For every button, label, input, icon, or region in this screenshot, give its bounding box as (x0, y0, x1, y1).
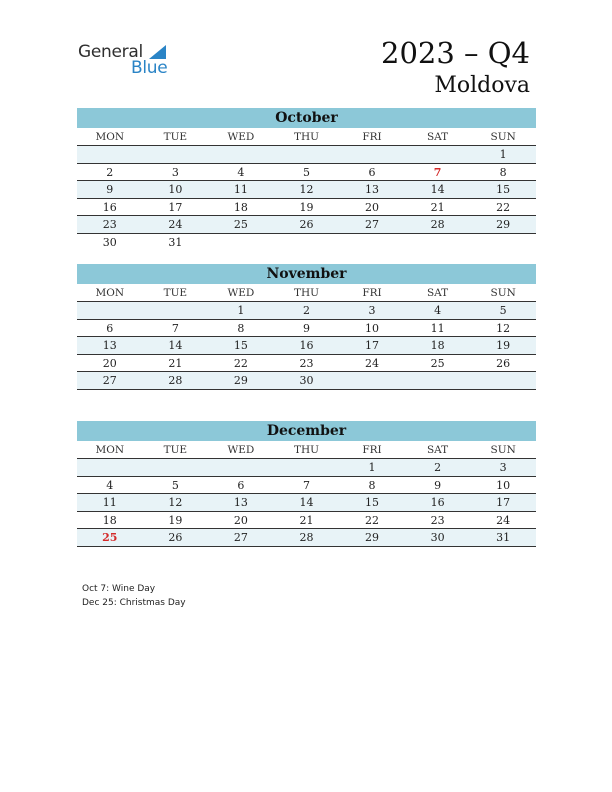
day-cell: 13 (365, 183, 380, 196)
day-cell: 23 (430, 513, 445, 527)
holiday-note: Oct 7: Wine Day (82, 584, 156, 594)
logo-triangle-icon (149, 45, 166, 59)
day-cell: 22 (365, 513, 380, 527)
day-cell: 6 (368, 165, 376, 179)
day-cell (405, 146, 471, 163)
week-row (77, 512, 536, 530)
month-header: November (77, 264, 536, 284)
day-cell: 22 (496, 200, 511, 214)
day-cell (143, 459, 209, 476)
month-header: December (77, 421, 536, 441)
week-row (77, 372, 536, 390)
day-cell: 9 (106, 183, 114, 196)
weekday-label: TUE (163, 131, 188, 143)
day-cell: 13 (102, 339, 117, 352)
week-row (77, 234, 536, 252)
day-cell: 24 (496, 513, 511, 527)
country-name: Moldova (434, 73, 530, 98)
day-cell: 21 (430, 200, 445, 214)
month-december (77, 421, 536, 547)
weekday-label: SAT (426, 287, 449, 299)
day-cell: 5 (302, 165, 310, 179)
day-cell: 16 (299, 339, 314, 352)
day-cell: 5 (499, 304, 507, 317)
day-cell: 29 (233, 374, 248, 387)
week-row (77, 355, 536, 373)
day-cell (339, 234, 405, 252)
day-cell: 19 (168, 513, 183, 527)
day-cell (208, 459, 274, 476)
day-cell (77, 459, 143, 476)
logo-word-blue: Blue (131, 58, 168, 78)
day-cell: 6 (237, 478, 245, 492)
month-header: October (77, 108, 536, 128)
holiday-date: 25 (102, 531, 118, 544)
day-cell: 6 (106, 321, 114, 335)
day-cell: 11 (430, 321, 445, 335)
day-cell: 13 (233, 496, 248, 509)
day-cell: 20 (365, 200, 380, 214)
week-row (77, 302, 536, 320)
day-cell: 25 (430, 356, 445, 370)
day-cell: 15 (496, 183, 511, 196)
day-cell: 19 (299, 200, 314, 214)
day-cell (339, 146, 405, 163)
day-cell: 27 (365, 218, 380, 231)
week-row (77, 320, 536, 338)
weekday-label: SUN (490, 131, 516, 143)
day-cell: 12 (299, 183, 314, 196)
day-cell: 23 (102, 218, 117, 231)
day-cell: 15 (365, 496, 380, 509)
day-cell: 31 (168, 235, 183, 249)
weekday-header-row (77, 441, 536, 459)
day-cell (405, 234, 471, 252)
weekday-label: THU (293, 131, 319, 143)
day-cell: 17 (365, 339, 380, 352)
day-cell: 30 (299, 374, 314, 387)
day-cell: 24 (168, 218, 183, 231)
day-cell: 7 (171, 321, 179, 335)
day-cell: 14 (430, 183, 445, 196)
day-cell: 2 (434, 461, 442, 474)
generalblue-logo (78, 42, 178, 78)
day-cell: 9 (302, 321, 310, 335)
day-cell: 7 (302, 478, 310, 492)
week-row (77, 529, 536, 547)
day-cell: 27 (233, 531, 248, 544)
day-cell: 17 (168, 200, 183, 214)
day-cell: 10 (168, 183, 183, 196)
day-cell: 12 (168, 496, 183, 509)
day-cell: 20 (233, 513, 248, 527)
week-row (77, 459, 536, 477)
week-row (77, 164, 536, 182)
day-cell (274, 146, 340, 163)
day-cell: 1 (237, 304, 245, 317)
day-cell (470, 234, 536, 252)
holiday-date: 7 (433, 165, 442, 179)
weekday-label: SUN (490, 444, 516, 456)
day-cell: 18 (233, 200, 248, 214)
weekday-label: MON (95, 444, 125, 456)
day-cell (339, 372, 405, 389)
day-cell: 28 (299, 531, 314, 544)
day-cell: 31 (496, 531, 511, 544)
day-cell: 14 (299, 496, 314, 509)
month-november (77, 264, 536, 390)
day-cell: 17 (496, 496, 511, 509)
day-cell: 4 (237, 165, 245, 179)
day-cell (208, 146, 274, 163)
day-cell (77, 302, 143, 319)
day-cell: 21 (299, 513, 314, 527)
day-cell (405, 372, 471, 389)
day-cell: 26 (299, 218, 314, 231)
day-cell: 12 (496, 321, 511, 335)
week-row (77, 199, 536, 217)
day-cell: 23 (299, 356, 314, 370)
day-cell (208, 234, 274, 252)
weekday-label: WED (227, 287, 255, 299)
day-cell: 2 (106, 165, 114, 179)
day-cell: 10 (496, 478, 511, 492)
day-cell: 4 (434, 304, 442, 317)
weekday-label: WED (227, 131, 255, 143)
holiday-notes (82, 582, 186, 610)
day-cell: 14 (168, 339, 183, 352)
day-cell: 3 (368, 304, 376, 317)
day-cell: 1 (499, 148, 507, 161)
weekday-label: TUE (163, 287, 188, 299)
weekday-label: FRI (362, 131, 382, 143)
day-cell: 11 (233, 183, 248, 196)
weekday-label: SUN (490, 287, 516, 299)
month-october (77, 108, 536, 251)
weekday-label: MON (95, 131, 125, 143)
day-cell: 10 (365, 321, 380, 335)
day-cell: 29 (496, 218, 511, 231)
day-cell (274, 459, 340, 476)
day-cell: 16 (102, 200, 117, 214)
day-cell: 15 (233, 339, 248, 352)
day-cell: 18 (102, 513, 117, 527)
weekday-label: FRI (362, 287, 382, 299)
day-cell: 19 (496, 339, 511, 352)
day-cell: 8 (368, 478, 376, 492)
day-cell: 25 (233, 218, 248, 231)
day-cell: 9 (434, 478, 442, 492)
weekday-label: THU (293, 287, 319, 299)
day-cell: 20 (102, 356, 117, 370)
day-cell: 26 (496, 356, 511, 370)
day-cell: 22 (233, 356, 248, 370)
weekday-header-row (77, 284, 536, 302)
weekday-label: FRI (362, 444, 382, 456)
week-row (77, 337, 536, 355)
day-cell: 2 (302, 304, 310, 317)
day-cell: 3 (499, 461, 507, 474)
week-row (77, 477, 536, 495)
weekday-label: SAT (426, 444, 449, 456)
logo-word-general: General (78, 42, 143, 62)
day-cell: 1 (368, 461, 376, 474)
day-cell (143, 302, 209, 319)
day-cell (470, 372, 536, 389)
week-row (77, 181, 536, 199)
weekday-label: SAT (426, 131, 449, 143)
day-cell: 18 (430, 339, 445, 352)
day-cell: 24 (365, 356, 380, 370)
weekday-label: WED (227, 444, 255, 456)
day-cell: 29 (365, 531, 380, 544)
day-cell: 8 (499, 165, 507, 179)
week-row (77, 216, 536, 234)
day-cell: 3 (171, 165, 179, 179)
page-title: 2023 – Q4 (381, 36, 530, 70)
day-cell (274, 234, 340, 252)
week-row (77, 146, 536, 164)
day-cell: 11 (102, 496, 117, 509)
day-cell: 4 (106, 478, 114, 492)
day-cell: 30 (102, 235, 117, 249)
day-cell: 5 (171, 478, 179, 492)
day-cell: 28 (430, 218, 445, 231)
day-cell (77, 146, 143, 163)
day-cell: 8 (237, 321, 245, 335)
day-cell: 21 (168, 356, 183, 370)
day-cell: 27 (102, 374, 117, 387)
day-cell: 26 (168, 531, 183, 544)
day-cell: 28 (168, 374, 183, 387)
day-cell: 16 (430, 496, 445, 509)
day-cell: 30 (430, 531, 445, 544)
weekday-label: MON (95, 287, 125, 299)
week-row (77, 494, 536, 512)
holiday-note: Dec 25: Christmas Day (82, 598, 186, 608)
weekday-label: THU (293, 444, 319, 456)
weekday-label: TUE (163, 444, 188, 456)
day-cell (143, 146, 209, 163)
weekday-header-row (77, 128, 536, 146)
